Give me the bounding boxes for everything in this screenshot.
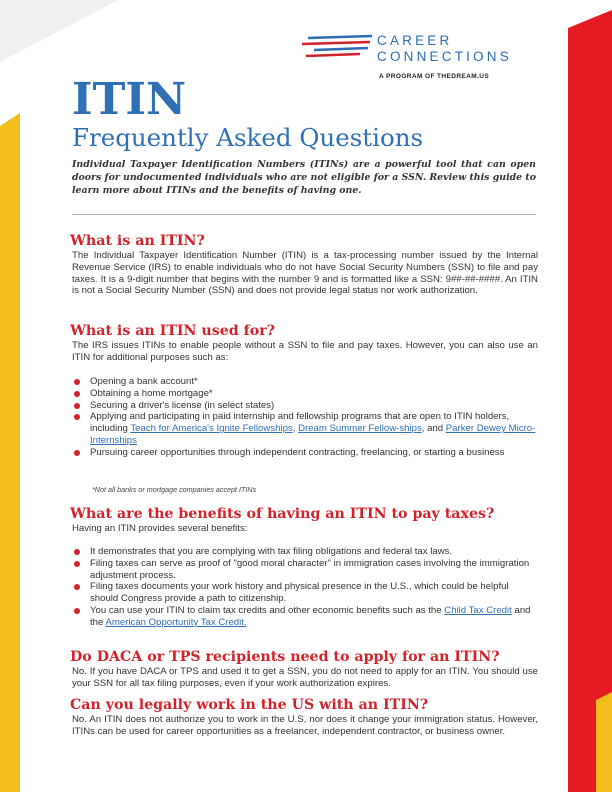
- link-separator: and the: [90, 604, 531, 628]
- list-benefits: [72, 546, 538, 629]
- list-item: [72, 376, 538, 388]
- bullet-icon: [74, 608, 80, 614]
- list-item-text: It demonstrates that you are complying with tax filing obligations and federal tax laws.: [90, 546, 453, 557]
- list-item-text: Filing taxes can serve as proof of "good moral character" in immigration cases involving the immigration adjustment process.: [90, 557, 530, 581]
- link-dream-summer[interactable]: Dream Summer Fellow-ships: [298, 423, 422, 435]
- bullet-icon: [74, 549, 80, 555]
- career-connections-logo: [300, 30, 550, 90]
- paragraph-daca-tps: No. If you have DACA or TPS and used it to get a SSN, you do not need to apply for an ITIN. You should use your SSN for all tax filing purposes, even if your work authorization expires.: [72, 666, 538, 689]
- paragraph-legally-work: No. An ITIN does not authorize you to work in the U.S, nor does it change your immigration status. However, ITINs can be used for career opportunities as a freelancer, independent contractor, or business owner.: [72, 714, 538, 737]
- list-item-text: Applying and participating in paid internship and fellowship programs that are open to ITIN holders, including: [90, 411, 510, 435]
- yellow-accent-bar: [0, 113, 20, 792]
- link-parker-dewey[interactable]: Parker Dewey Micro-Internships: [90, 423, 536, 446]
- bullet-icon: [74, 584, 80, 590]
- yellow-bottom-accent: [596, 692, 612, 792]
- heading-itin-used-for: What is an ITIN used for?: [70, 323, 275, 339]
- bullet-icon: [74, 403, 80, 409]
- list-item-text: Pursuing career opportunities through independent contracting, freelancing, or starting a business: [90, 446, 505, 458]
- paragraph-itin-used-for: The IRS issues ITINs to enable people without a SSN to file and pay taxes. However, you can also use an ITIN for additional purposes such as:: [72, 340, 538, 363]
- logo-stripes-icon: [300, 32, 375, 62]
- list-item: [72, 546, 538, 558]
- link-child-tax-credit[interactable]: Child Tax Credit: [444, 604, 512, 616]
- page-subtitle: Frequently Asked Questions: [72, 123, 424, 152]
- grey-corner-shape: [0, 0, 118, 62]
- bullet-icon: [74, 391, 80, 397]
- link-separator: , and: [421, 423, 446, 435]
- logo-line-career: CAREER: [377, 33, 453, 48]
- list-item-text: Filing taxes documents your work history and physical presence in the U.S., which could be helpful should Congress provide a path to citizenship.: [90, 581, 509, 605]
- logo-line-connections: CONNECTIONS: [377, 49, 512, 64]
- list-item-text: Securing a driver's license (in select states): [90, 399, 275, 411]
- intro-paragraph: Individual Taxpayer Identification Numbers (ITINs) are a powerful tool that can open doors for undocumented individuals who are not eligible for a SSN. Review this guide to learn more about ITINs and the benefits of having one.: [72, 159, 536, 196]
- list-item: [72, 558, 538, 582]
- list-item-text: Opening a bank account*: [90, 376, 198, 387]
- list-item-text: You can use your ITIN to claim tax credits and other economic benefits such as the: [90, 604, 445, 616]
- paragraph-benefits: Having an ITIN provides several benefits:: [72, 523, 248, 534]
- list-item: [72, 447, 538, 459]
- paragraph-what-is-itin: The Individual Taxpayer Identification Number (ITIN) is a tax-processing number issued by the Internal Revenue Service (IRS) to enable individuals who do not have Social Security Numbers (SSN) to file and pay taxes. It is a 9-digit number that begins with the number 9 and is formatted like a SSN: 9##-##-####. An ITIN is not a Social Security Number (SSN) and does not provide legal status nor work authorization.: [72, 250, 538, 297]
- link-separator: ,: [292, 423, 299, 435]
- link-american-opportunity-tax-credit[interactable]: American Opportunity Tax Credit.: [105, 616, 247, 628]
- list-item-text: Obtaining a home mortgage*: [90, 387, 213, 399]
- list-item: [72, 400, 538, 412]
- bullet-icon: [74, 450, 80, 456]
- divider: [72, 214, 536, 215]
- list-item: [72, 411, 538, 446]
- list-itin-uses: [72, 376, 538, 459]
- bullet-icon: [74, 379, 80, 385]
- heading-daca-tps: Do DACA or TPS recipients need to apply for an ITIN?: [70, 649, 500, 665]
- list-item: [72, 605, 538, 629]
- heading-legally-work: Can you legally work in the US with an ITIN?: [70, 697, 429, 713]
- footnote: *Not all banks or mortgage companies accept ITINs: [92, 485, 257, 494]
- heading-benefits: What are the benefits of having an ITIN to pay taxes?: [70, 506, 495, 522]
- red-accent-bar: [568, 10, 612, 792]
- bullet-icon: [74, 561, 80, 567]
- list-item: [72, 581, 538, 605]
- list-item: [72, 388, 538, 400]
- bullet-icon: [74, 414, 80, 420]
- heading-what-is-itin: What is an ITIN?: [70, 233, 205, 249]
- page-title: ITIN: [72, 74, 187, 125]
- link-teach-for-america[interactable]: Teach for America's Ignite Fellowships: [130, 423, 293, 435]
- logo-tagline: A PROGRAM OF THEDREAM.US: [379, 73, 490, 80]
